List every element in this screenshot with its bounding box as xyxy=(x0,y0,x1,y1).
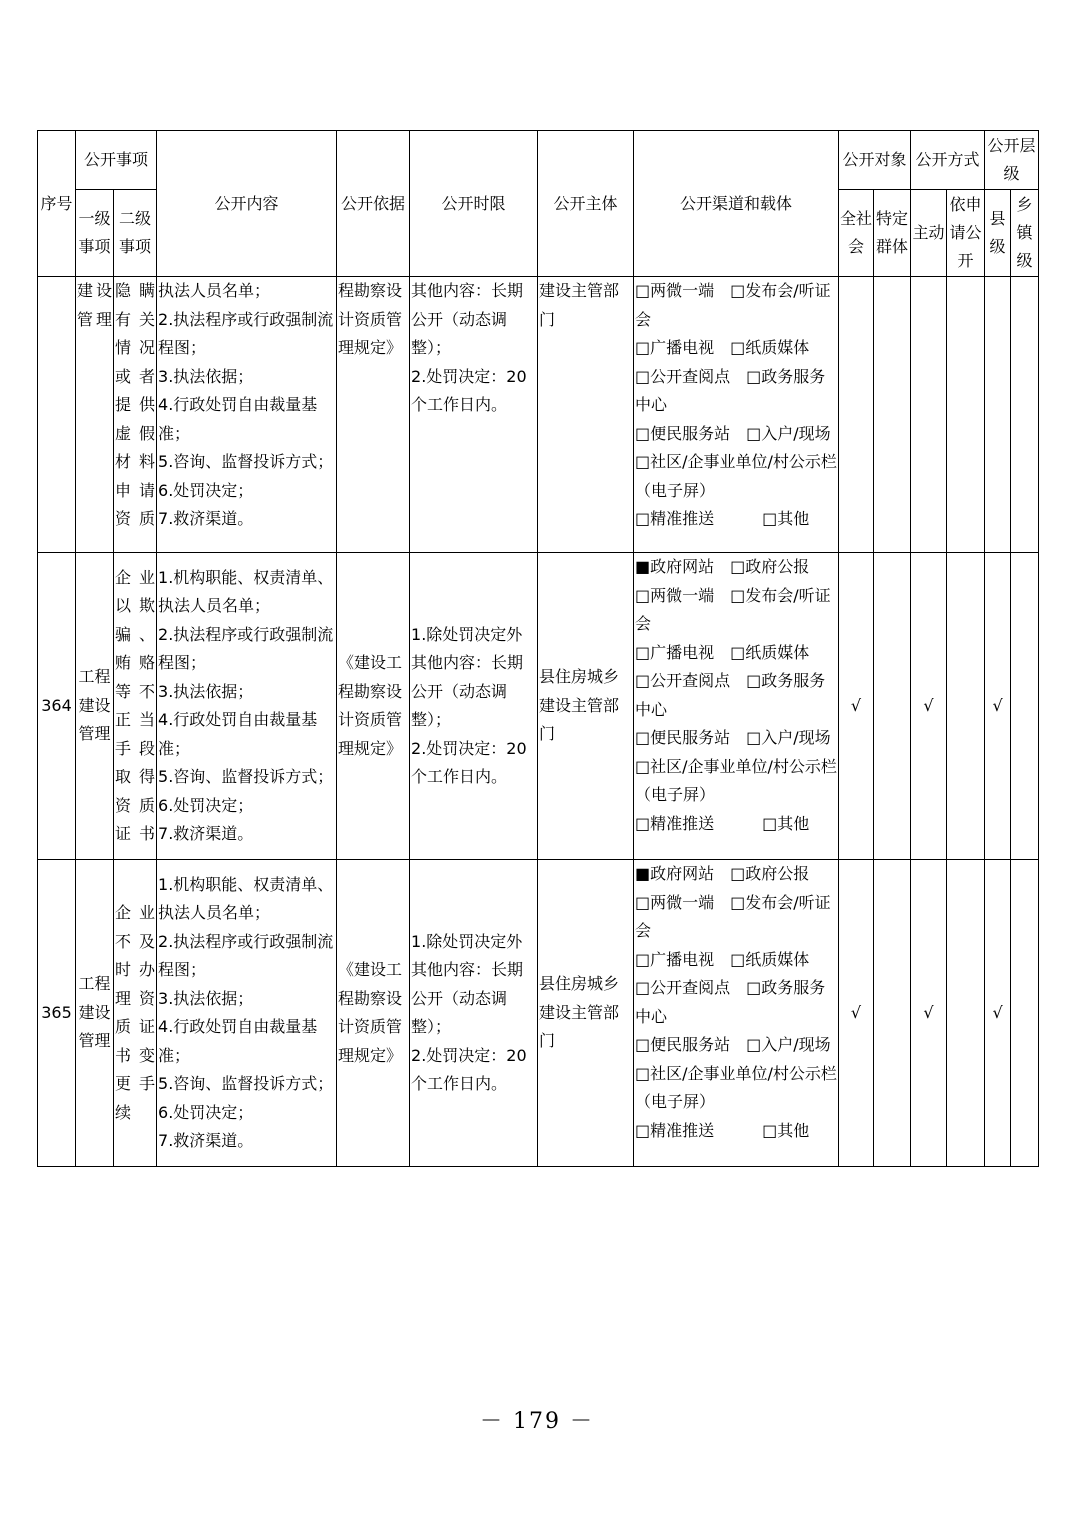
header-level-county: 县级 xyxy=(985,190,1011,277)
row-subject: 县住房城乡建设主管部门 xyxy=(538,860,634,1167)
table-row xyxy=(38,860,1039,1167)
header-method-group: 公开方式 xyxy=(911,131,985,190)
header-basis: 公开依据 xyxy=(337,131,410,277)
channel-line: ■政府网站 □政府公报 xyxy=(635,864,810,883)
channel-line: □广播电视 □纸质媒体 xyxy=(635,338,810,357)
row-level2: 隐瞒有关情况或者提供虚假材料申请资质 xyxy=(114,277,157,553)
disclosure-table xyxy=(37,130,1039,1167)
channel-line: □精准推送 □其他 xyxy=(635,1120,810,1140)
header-row-top xyxy=(38,131,1039,190)
row-time-limit: 1.除处罚决定外其他内容：长期公开（动态调整）； 2.处罚决定：20个工作日内。 xyxy=(410,553,538,860)
row-method-active xyxy=(911,277,947,553)
row-channels xyxy=(634,553,839,860)
row-level-county xyxy=(985,277,1011,553)
header-content: 公开内容 xyxy=(157,131,337,277)
header-level2: 二级事项 xyxy=(114,190,157,277)
channel-line: □便民服务站 □入户/现场 xyxy=(635,728,831,747)
channel-line: □社区/企事业单位/村公示栏（电子屏） xyxy=(635,452,837,500)
channel-line: □社区/企事业单位/村公示栏（电子屏） xyxy=(635,756,837,804)
row-channels xyxy=(634,860,839,1167)
channel-line: □精准推送 □其他 xyxy=(635,813,810,833)
header-time-limit: 公开时限 xyxy=(410,131,538,277)
row-method-active: √ xyxy=(911,553,947,860)
channel-line: □两微一端 □发布会/听证会 xyxy=(635,281,831,329)
row-level1: 建设管理 xyxy=(76,277,114,553)
row-method-request xyxy=(947,277,985,553)
row-method-request xyxy=(947,553,985,860)
channel-line: □公开查阅点 □政务服务中心 xyxy=(635,671,826,719)
row-basis: 《建设工程勘察设计资质管理规定》 xyxy=(337,860,410,1167)
row-seq: 365 xyxy=(38,860,76,1167)
row-level-township xyxy=(1011,277,1039,553)
header-method-active: 主动 xyxy=(911,190,947,277)
channel-line: □广播电视 □纸质媒体 xyxy=(635,949,810,969)
channel-line: □两微一端 □发布会/听证会 xyxy=(635,892,831,940)
channel-line: □便民服务站 □入户/现场 xyxy=(635,423,831,443)
channel-line: □便民服务站 □入户/现场 xyxy=(635,1035,831,1054)
header-target-group: 公开对象 xyxy=(839,131,911,190)
channel-line: □精准推送 □其他 xyxy=(635,509,810,528)
row-target-all xyxy=(839,277,874,553)
channel-line: □广播电视 □纸质媒体 xyxy=(635,642,810,662)
row-target-specific xyxy=(874,860,911,1167)
row-level2: 企业不及时办理资质证书变更手续 xyxy=(114,860,157,1167)
header-level1: 一级事项 xyxy=(76,190,114,277)
header-level-group: 公开层级 xyxy=(985,131,1039,190)
row-target-specific xyxy=(874,553,911,860)
row-time-limit: 其他内容：长期公开（动态调整）； 2.处罚决定：20个工作日内。 xyxy=(410,277,538,553)
row-target-all: √ xyxy=(839,553,874,860)
header-item-group: 公开事项 xyxy=(76,131,157,190)
row-subject: 县住房城乡建设主管部门 xyxy=(538,553,634,860)
row-method-active: √ xyxy=(911,860,947,1167)
row-seq: 364 xyxy=(38,553,76,860)
page-number: － 179 － xyxy=(480,1409,594,1434)
header-subject: 公开主体 xyxy=(538,131,634,277)
row-target-specific xyxy=(874,277,911,553)
row-subject: 建设主管部门 xyxy=(538,277,634,553)
row-level-county: √ xyxy=(985,860,1011,1167)
row-content: 1.机构职能、权责清单、执法人员名单； 2.执法程序或行政强制流程图； 3.执法依据； 4.行政处罚自由裁量基准； 5.咨询、监督投诉方式； 6.处罚决定； 7.救济渠道。 xyxy=(157,553,337,860)
channel-line: □两微一端 □发布会/听证会 xyxy=(635,585,831,633)
header-method-request: 依申请公开 xyxy=(947,190,985,277)
row-target-all: √ xyxy=(839,860,874,1167)
row-level-township xyxy=(1011,860,1039,1167)
channel-line: □公开查阅点 □政务服务中心 xyxy=(635,978,826,1026)
row-level1: 工程建设管理 xyxy=(76,553,114,860)
row-basis: 程勘察设计资质管理规定》 xyxy=(337,277,410,553)
channel-line: □公开查阅点 □政务服务中心 xyxy=(635,366,826,414)
table-row xyxy=(38,553,1039,860)
header-channel: 公开渠道和载体 xyxy=(634,131,839,277)
header-seq: 序号 xyxy=(38,131,76,277)
channel-line: □社区/企事业单位/村公示栏（电子屏） xyxy=(635,1063,837,1111)
row-level2: 企业以欺骗、贿赂等不正当手段取得资质证书 xyxy=(114,553,157,860)
row-time-limit: 1.除处罚决定外其他内容：长期公开（动态调整）； 2.处罚决定：20个工作日内。 xyxy=(410,860,538,1167)
row-method-request xyxy=(947,860,985,1167)
row-content: 执法人员名单； 2.执法程序或行政强制流程图； 3.执法依据； 4.行政处罚自由裁量基准； 5.咨询、监督投诉方式； 6.处罚决定； 7.救济渠道。 xyxy=(157,277,337,553)
header-target-specific: 特定群体 xyxy=(874,190,911,277)
row-content: 1.机构职能、权责清单、执法人员名单； 2.执法程序或行政强制流程图； 3.执法依据； 4.行政处罚自由裁量基准； 5.咨询、监督投诉方式； 6.处罚决定； 7.救济渠道。 xyxy=(157,860,337,1167)
row-basis: 《建设工程勘察设计资质管理规定》 xyxy=(337,553,410,860)
channel-line: ■政府网站 □政府公报 xyxy=(635,557,810,576)
row-level-county: √ xyxy=(985,553,1011,860)
row-channels xyxy=(634,277,839,553)
header-level-township: 乡镇级 xyxy=(1011,190,1039,277)
row-seq xyxy=(38,277,76,553)
header-target-all: 全社会 xyxy=(839,190,874,277)
row-level-township xyxy=(1011,553,1039,860)
row-level1: 工程建设管理 xyxy=(76,860,114,1167)
table-row xyxy=(38,277,1039,553)
